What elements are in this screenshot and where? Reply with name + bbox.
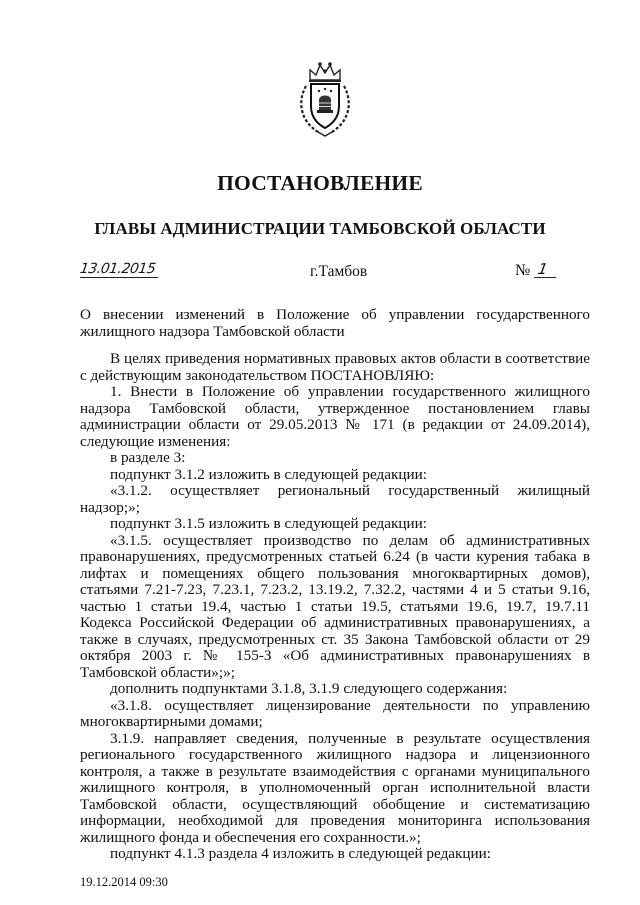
print-timestamp: 19.12.2014 09:30 xyxy=(80,875,168,889)
city-label: г.Тамбов xyxy=(310,263,368,280)
document-subtitle: ГЛАВЫ АДМИНИСТРАЦИИ ТАМБОВСКОЙ ОБЛАСТИ xyxy=(94,219,546,238)
paragraph: «3.1.8. осуществляет лицензирование деятельности по управлению многоквартирными домами; xyxy=(80,696,590,730)
paragraph: «3.1.2. осуществляет региональный государственный жилищный надзор;»; xyxy=(80,482,590,516)
paragraph: В целях приведения нормативных правовых актов области в соответствие с действующим законодательством ПОСТАНОВЛЯЮ: xyxy=(80,350,590,384)
document-title: ПОСТАНОВЛЕНИЕ xyxy=(217,171,423,195)
paragraph: подпункт 3.1.5 изложить в следующей редакции: xyxy=(110,515,427,532)
number-label: № xyxy=(515,262,531,279)
paragraph: 1. Внести в Положение об управлении государственного жилищного надзора Тамбовской области, утвержденное постановлением главы администрации области от 29.05.2013 № 171 (в редакции от 24.09.2014), следующие изменения: xyxy=(80,383,590,450)
handwritten-number: 1 xyxy=(536,260,550,278)
paragraph: 3.1.9. направляет сведения, полученные в результате осуществления регионального государственного жилищного надзора и лицензионного контроля, а также в результате взаимодействия с органами муниципального жилищного контроля, в уполномоченный орган исполнительной власти Тамбовской области, осуществляющий обобщение и систематизацию информации, необходимой для проведения мониторинга использования жилищного фонда и обеспечения его сохранности.»; xyxy=(80,729,590,846)
paragraph: дополнить подпунктами 3.1.8, 3.1.9 следующего содержания: xyxy=(110,680,508,697)
paragraph: в разделе 3: xyxy=(110,449,186,466)
subject-block xyxy=(80,307,590,340)
date-underline xyxy=(80,277,158,278)
document-body xyxy=(80,351,590,863)
paragraph: «3.1.5. осуществляет производство по делам об административных правонарушениях, предусмотренных статьей 6.24 (в части курения табака в лифтах и помещениях общего пользования многоквартирных домов), статьями 7.21-7.23, 7.23.1, 7.23.2, 13.19.2, 7.32.2, частями 4 и 5 статьи 9.16, частью 1 статьи 19.4, частью 1 статьи 19.5, статьями 19.6, 19.7, 19.7.11 Кодекса Российской Федерации об административных правонарушениях, а также в случаях, предусмотренных ст. 35 Закона Тамбовской области от 29 октября 2003 г. № 155-З «Об административных правонарушениях в Тамбовской области»;»; xyxy=(80,531,590,681)
number-underline xyxy=(534,277,556,278)
handwritten-date: 13.01.2015 xyxy=(78,261,157,277)
tambov-coat-of-arms-icon xyxy=(296,60,354,138)
paragraph: подпункт 3.1.2 изложить в следующей редакции: xyxy=(110,465,427,483)
paragraph: подпункт 4.1.3 раздела 4 изложить в следующей редакции: xyxy=(110,845,492,862)
subject-text: О внесении изменений в Положение об управлении государственного жилищного надзора Тамбовской области xyxy=(80,306,590,340)
